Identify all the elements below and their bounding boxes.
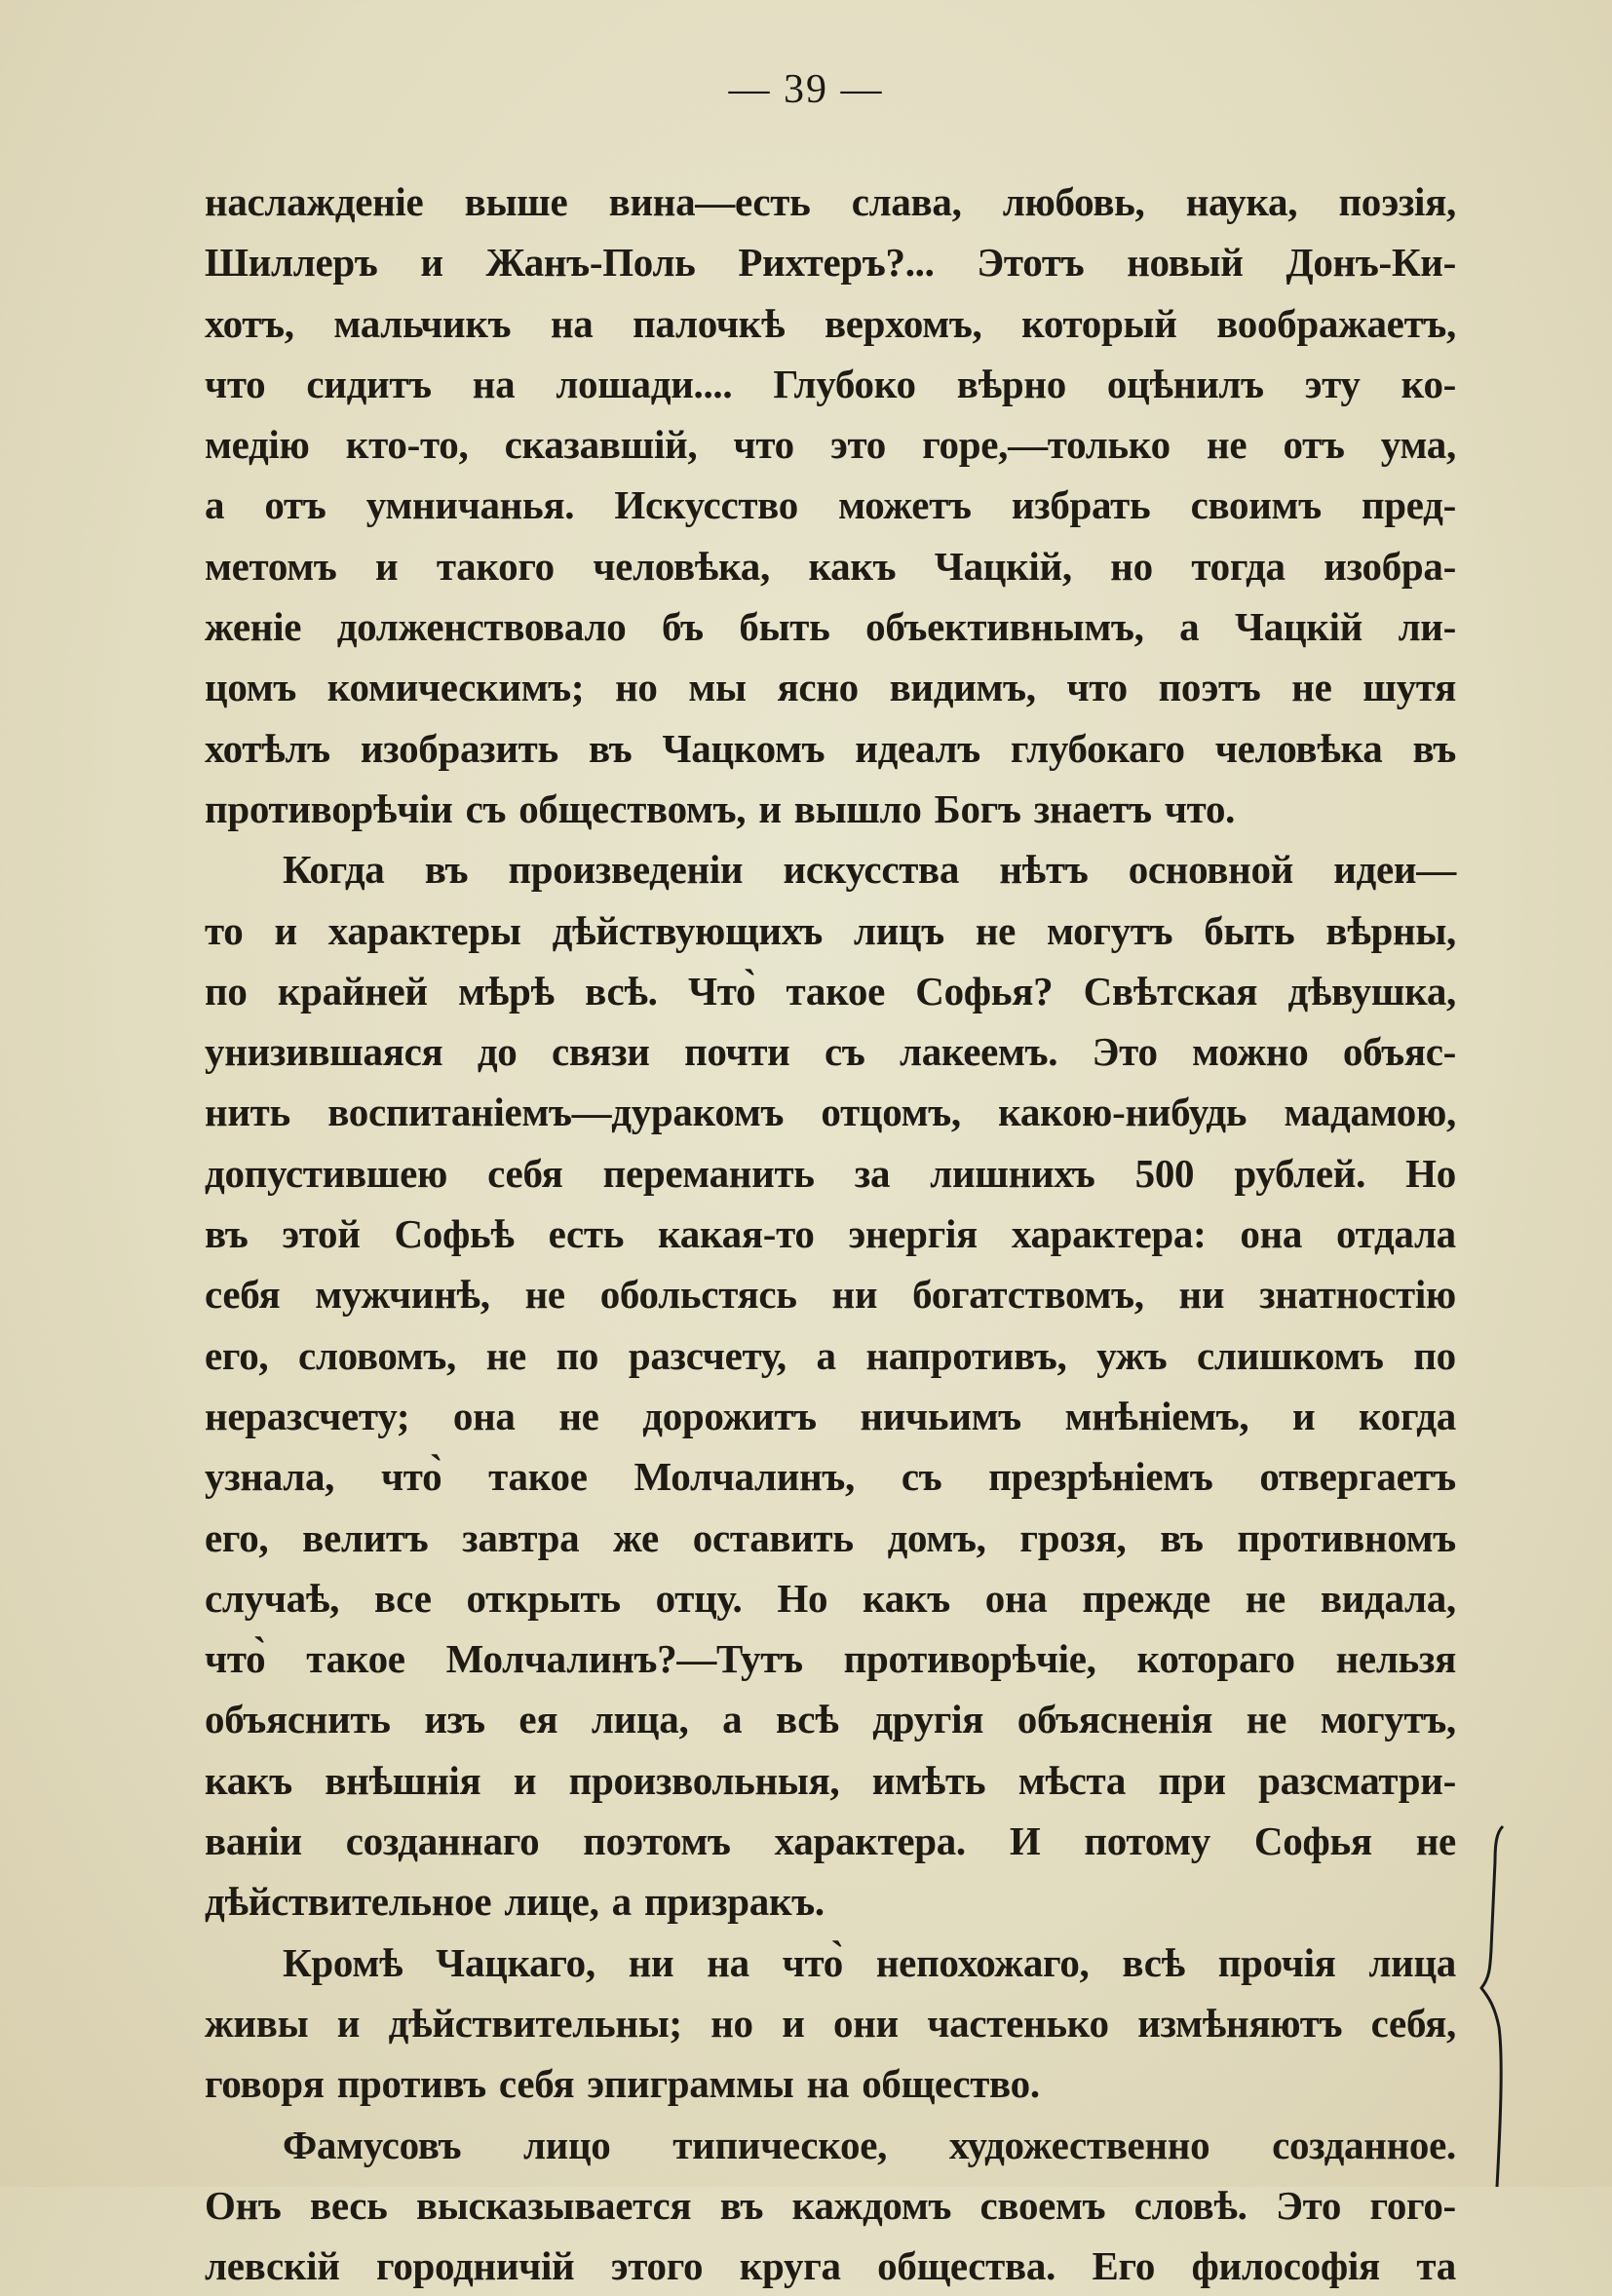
- text-line: хотъ, мальчикъ на палочкѣ верхомъ, который воображаетъ,: [205, 300, 1456, 346]
- page-number: — 39 —: [728, 67, 884, 112]
- text-line: метомъ и такого человѣка, какъ Чацкій, но тогда изобра-: [205, 543, 1456, 589]
- text-line: левскій городничій этого круга общества. Его философія та: [205, 2243, 1456, 2289]
- text-line: случаѣ, все открыть отцу. Но какъ она прежде не видала,: [205, 1575, 1456, 1621]
- text-line: Шиллеръ и Жанъ-Поль Рихтеръ?... Этотъ новый Донъ-Ки-: [205, 240, 1456, 286]
- text-line: женіе долженствовало бъ быть объективнымъ, а Чацкій ли-: [205, 604, 1456, 650]
- text-line: Фамусовъ лицо типическое, художественно созданное.: [283, 2122, 1456, 2167]
- text-line: унизившаяся до связи почти съ лакеемъ. Это можно объяс-: [205, 1029, 1456, 1075]
- text-line: то и характеры дѣйствующихъ лицъ не могутъ быть вѣрны,: [205, 907, 1456, 953]
- text-line: хотѣлъ изобразить въ Чацкомъ идеалъ глубокаго человѣка въ: [205, 725, 1456, 771]
- text-line: что сидитъ на лошади.... Глубоко вѣрно оцѣнилъ эту ко-: [205, 361, 1456, 406]
- text-line: цомъ комическимъ; но мы ясно видимъ, что поэтъ не шутя: [205, 665, 1456, 710]
- text-line: объяснить изъ ея лица, а всѣ другія объясненія не могутъ,: [205, 1697, 1456, 1742]
- text-line: наслажденіе выше вина—есть слава, любовь, наука, поэзія,: [205, 179, 1456, 224]
- text-line: Когда въ произведеніи искусства нѣтъ основной идеи—: [283, 847, 1456, 893]
- text-line: Онъ весь высказывается въ каждомъ своемъ словѣ. Это гого-: [205, 2182, 1456, 2228]
- text-line: а отъ умничанья. Искусство можетъ избрать своимъ пред-: [205, 482, 1456, 528]
- text-line: говоря противъ себя эпиграммы на общество.: [205, 2061, 1040, 2107]
- text-line: нить воспитаніемъ—дуракомъ отцомъ, какою-нибудь мадамою,: [205, 1090, 1456, 1135]
- body-text: [205, 172, 1456, 2296]
- pencil-bracket-mark: [1462, 1822, 1520, 2187]
- text-line: неразсчету; она не дорожитъ ничьимъ мнѣніемъ, и когда: [205, 1393, 1456, 1438]
- text-line: его, словомъ, не по разсчету, а напротивъ, ужъ слишкомъ по: [205, 1332, 1456, 1378]
- text-line: Кромѣ Чацкаго, ни на что̀ непохожаго, всѣ прочія лица: [283, 1939, 1456, 1985]
- text-line: себя мужчинѣ, не обольстясь ни богатствомъ, ни знатностію: [205, 1272, 1456, 1318]
- text-line: его, велитъ завтра же оставить домъ, грозя, въ противномъ: [205, 1514, 1456, 1560]
- text-line: допустившею себя переманить за лишнихъ 500 рублей. Но: [205, 1150, 1456, 1196]
- text-line: въ этой Софьѣ есть какая-то энергія характера: она отдала: [205, 1211, 1456, 1257]
- text-line: ваніи созданнаго поэтомъ характера. И потому Софья не: [205, 1818, 1456, 1864]
- text-line: узнала, что̀ такое Молчалинъ, съ презрѣніемъ отвергаетъ: [205, 1454, 1456, 1500]
- text-line: дѣйствительное лице, а призракъ.: [205, 1879, 825, 1925]
- text-line: что̀ такое Молчалинъ?—Тутъ противорѣчіе, котораго нельзя: [205, 1636, 1456, 1682]
- text-line: живы и дѣйствительны; но и они частенько измѣняютъ себя,: [205, 2000, 1456, 2046]
- text-line: по крайней мѣрѣ всѣ. Что̀ такое Софья? Свѣтская дѣвушка,: [205, 968, 1456, 1014]
- text-line: медію кто-то, сказавшій, что это горе,—только не отъ ума,: [205, 422, 1456, 468]
- text-line: противорѣчіи съ обществомъ, и вышло Богъ знаетъ что.: [205, 785, 1236, 831]
- text-line: какъ внѣшнія и произвольныя, имѣть мѣста при разсматри-: [205, 1757, 1456, 1803]
